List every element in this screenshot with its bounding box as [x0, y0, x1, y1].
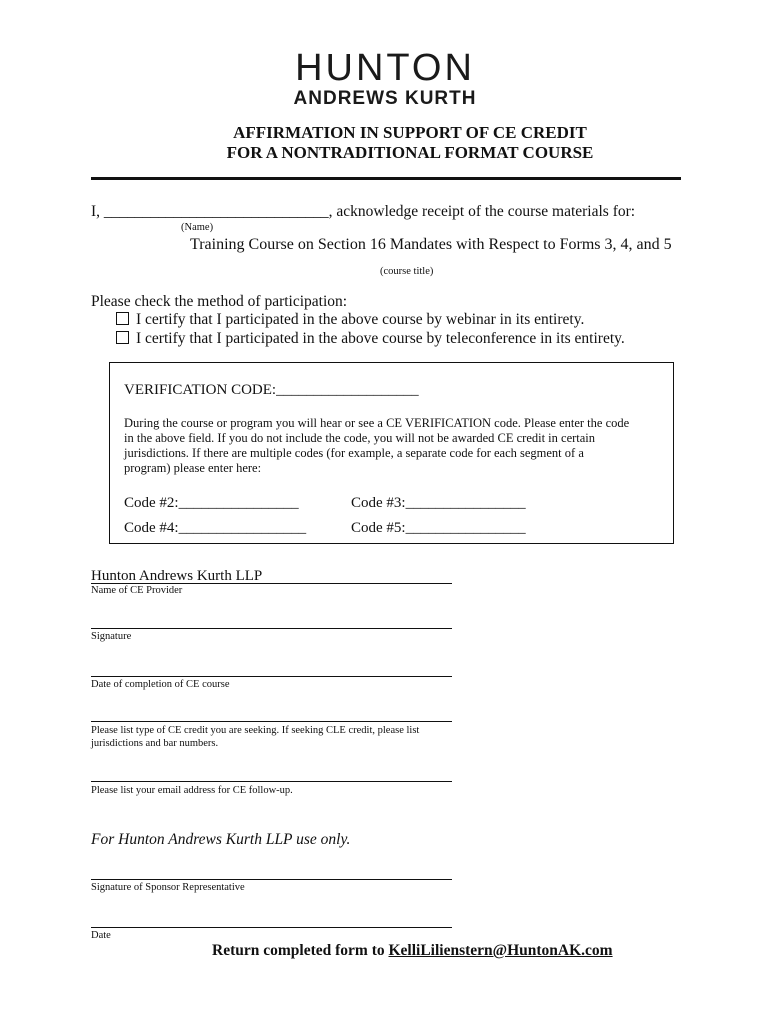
- provider-value[interactable]: Hunton Andrews Kurth LLP: [91, 568, 263, 584]
- code3-field[interactable]: Code #3:________________: [351, 495, 526, 511]
- logo-hunton: HUNTON: [295, 47, 475, 89]
- verification-instructions-4: program) please enter here:: [124, 461, 262, 475]
- webinar-option[interactable]: [116, 311, 584, 329]
- credit-type-line[interactable]: [91, 721, 452, 722]
- participation-heading: Please check the method of participation:: [91, 293, 348, 310]
- verification-instructions-1: During the course or program you will hear or see a CE VERIFICATION code. Please enter the code: [124, 416, 630, 430]
- return-instruction: [212, 942, 613, 960]
- name-caption: (Name): [181, 222, 214, 233]
- teleconference-option[interactable]: [116, 330, 625, 348]
- return-prefix: Return completed form to: [212, 942, 389, 959]
- course-title-caption: (course title): [380, 266, 434, 277]
- webinar-option-label: I certify that I participated in the above course by webinar in its entirety.: [136, 311, 585, 328]
- completion-date-label: Date of completion of CE course: [91, 679, 230, 690]
- acknowledge-statement[interactable]: I, _____________________________, acknowledge receipt of the course materials for:: [91, 203, 636, 220]
- teleconference-option-label: I certify that I participated in the above course by teleconference in its entirety.: [136, 330, 625, 347]
- verification-instructions-2: in the above field. If you do not include the code, you will not be awarded CE credit in certain: [124, 431, 596, 445]
- logo-andrews-kurth: ANDREWS KURTH: [293, 88, 477, 109]
- credit-type-label-2: jurisdictions and bar numbers.: [91, 738, 219, 749]
- completion-date-line[interactable]: [91, 676, 452, 677]
- verification-instructions-3: jurisdictions. If there are multiple codes (for example, a separate code for each segment of a: [124, 446, 584, 460]
- form-title-line1: AFFIRMATION IN SUPPORT OF CE CREDIT: [233, 123, 587, 142]
- provider-label: Name of CE Provider: [91, 585, 183, 596]
- email-line[interactable]: [91, 781, 452, 782]
- sponsor-date-line[interactable]: [91, 927, 452, 928]
- teleconference-checkbox[interactable]: [116, 331, 129, 344]
- verification-code-field[interactable]: VERIFICATION CODE:___________________: [124, 382, 419, 398]
- credit-type-label-1: Please list type of CE credit you are seeking. If seeking CLE credit, please list: [91, 725, 420, 736]
- sponsor-heading: For Hunton Andrews Kurth LLP use only.: [91, 831, 351, 848]
- code4-field[interactable]: Code #4:_________________: [124, 520, 307, 536]
- code5-field[interactable]: Code #5:________________: [351, 520, 526, 536]
- form-title-line2: FOR A NONTRADITIONAL FORMAT COURSE: [226, 143, 594, 162]
- email-label: Please list your email address for CE follow-up.: [91, 785, 293, 796]
- code2-field[interactable]: Code #2:________________: [124, 495, 299, 511]
- title-divider: [91, 177, 681, 180]
- return-email-link[interactable]: KelliLilienstern@HuntonAK.com: [388, 942, 613, 959]
- webinar-checkbox[interactable]: [116, 312, 129, 325]
- sponsor-date-label: Date: [91, 930, 111, 941]
- sponsor-signature-label: Signature of Sponsor Representative: [91, 882, 245, 893]
- signature-line[interactable]: [91, 628, 452, 629]
- sponsor-signature-line[interactable]: [91, 879, 452, 880]
- signature-label: Signature: [91, 631, 132, 642]
- provider-line: [91, 583, 452, 584]
- course-title: Training Course on Section 16 Mandates with Respect to Forms 3, 4, and 5: [190, 236, 672, 253]
